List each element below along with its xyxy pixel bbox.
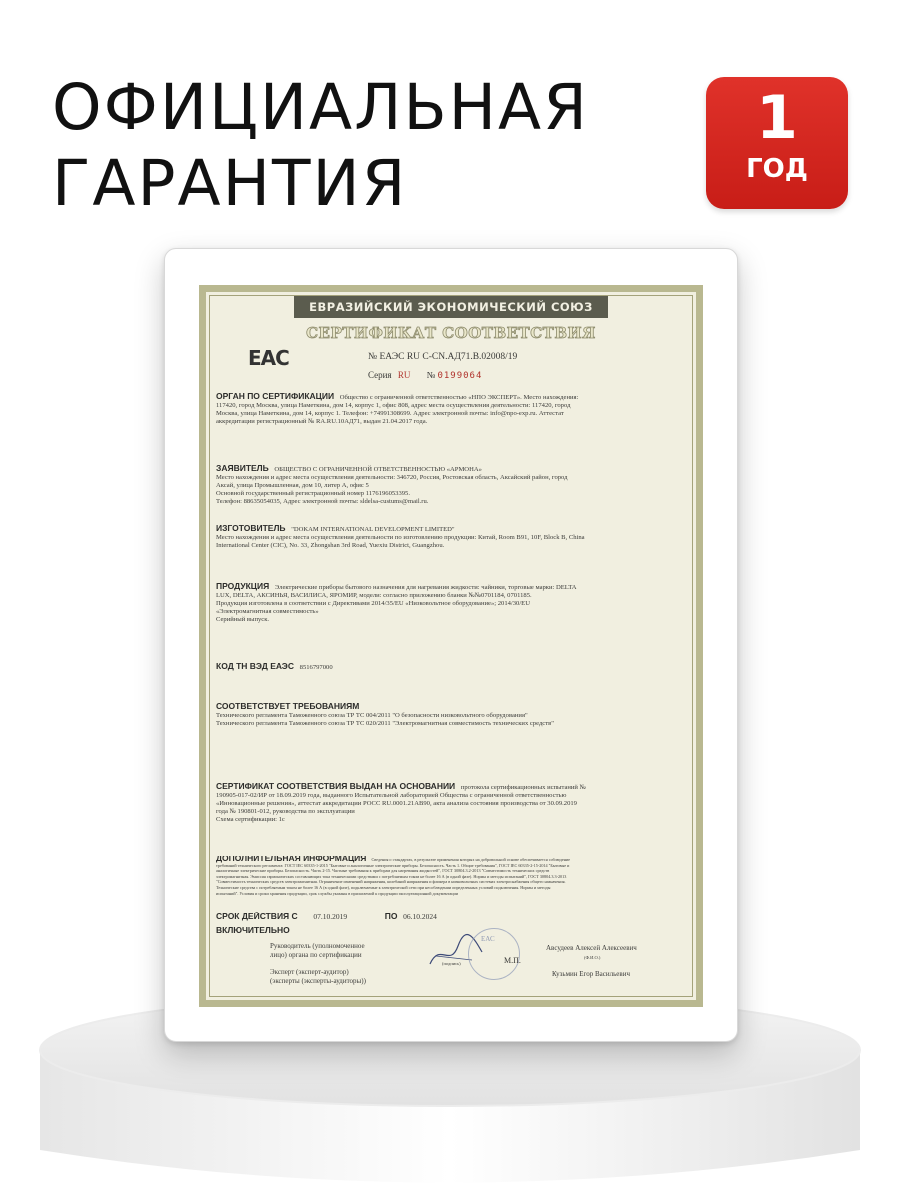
head-label-line-1: Руководитель (уполномоченное	[270, 942, 365, 950]
manufacturer-line-1: "DOKAM INTERNATIONAL DEVELOPMENT LIMITED"	[291, 526, 455, 533]
basis-heading: СЕРТИФИКАТ СООТВЕТСТВИЯ ВЫДАН НА ОСНОВАНИИ	[216, 782, 456, 791]
product-line-2: LUX, DELTA, АКСИНЬЯ, ВАСИЛИСА, ЯРОМИР, модели: согласно приложению бланки №№0701184, 0701185.	[216, 592, 532, 599]
code-value: 8516797000	[299, 664, 333, 671]
expert-name: Кузьмин Егор Васильевич	[552, 970, 630, 978]
section-applicant	[216, 464, 696, 506]
applicant-line-2: Место нахождения и адрес места осуществления деятельности: 346720, Россия, Ростовская область, Аксайский район, город	[216, 474, 568, 481]
additional-line-4: электромагнитная. Эмиссия гармонических составляющих тока техническими средствами с потребляемым током не более 16 А (в одной фазе). Нормы и методы испытаний", ГОСТ 30804.3.3-2013	[216, 873, 567, 879]
warranty-badge	[706, 77, 848, 209]
product-line-5: Серийный выпуск.	[216, 616, 270, 623]
certificate-banner: ЕВРАЗИЙСКИЙ ЭКОНОМИЧЕСКИЙ СОЮЗ	[294, 296, 608, 318]
section-manufacturer	[216, 524, 696, 550]
basis-line-4: года № 190801-012, руководства по эксплуатации	[216, 808, 355, 815]
basis-line-5: Схема сертификации: 1с	[216, 816, 285, 823]
organ-heading: ОРГАН ПО СЕРТИФИКАЦИИ	[216, 392, 335, 401]
additional-line-1: Сведения о стандартах, в результате применения которых на добровольной основе обеспечивается соблюдение	[371, 857, 571, 862]
additional-line-6: Технические средства с потребляемым током не более 16 А (в одной фазе), подключаемые к электрической сети при несоблюдении определенных условий подключения. Нормы и методы	[216, 884, 551, 890]
number-label: №	[426, 370, 436, 380]
product-heading: ПРОДУКЦИЯ	[216, 582, 270, 591]
product-line-3: Продукция изготовлена в соответствии с Директивами 2014/35/EU «Низковольтное оборудование»; 2014/30/EU	[216, 600, 530, 607]
serial-number: 0199064	[437, 371, 483, 381]
product-line-4: «Электромагнитная совместимость»	[216, 608, 319, 615]
series-label: Серия	[368, 370, 392, 380]
headline-line-2: ГАРАНТИЯ	[52, 147, 408, 220]
applicant-line-3: Аксай, улица Промышленная, дом 10, литер А, офис 5	[216, 482, 369, 489]
validity-to: 06.10.2024	[403, 912, 437, 921]
applicant-line-1: ОБЩЕСТВО С ОГРАНИЧЕННОЙ ОТВЕТСТВЕННОСТЬЮ «АРМОНА»	[274, 466, 482, 473]
additional-heading: ДОПОЛНИТЕЛЬНАЯ ИНФОРМАЦИЯ	[216, 856, 367, 863]
manufacturer-heading: ИЗГОТОВИТЕЛЬ	[216, 524, 286, 533]
basis-line-3: «Инновационные решения», аттестат аккредитации РОСС RU.0001.21АВ90, акта анализа состояния производства от 30.09.2019	[216, 800, 577, 807]
certificate-title: СЕРТИФИКАТ СООТВЕТСТВИЯ	[306, 324, 596, 342]
manufacturer-line-3: International Center (CIC), No. 33, Zhongshan 3rd Road, Yuexiu District, Guangzhou.	[216, 542, 445, 549]
validity-inclusive: ВКЛЮЧИТЕЛЬНО	[216, 925, 290, 934]
eac-mark-icon: EAC	[248, 346, 289, 370]
additional-line-5: "Совместимость технических средств электромагнитная. Ограничение изменений напряжения, колебаний напряжения и фликера в низковольтных системах электроснабжения общего назначения.	[216, 879, 566, 885]
section-code	[216, 662, 696, 672]
certificate-document	[199, 285, 703, 1007]
stamp-icon	[468, 928, 520, 980]
certificate-series	[368, 370, 482, 381]
validity-to-label: ПО	[384, 912, 398, 921]
section-validity	[216, 912, 696, 934]
stamp-label: М.П.	[504, 956, 521, 965]
requirements-line-1: Технического регламента Таможенного союза ТР ТС 004/2011 "О безопасности низковольтного оборудования"	[216, 712, 528, 719]
validity-heading: СРОК ДЕЙСТВИЯ С	[216, 912, 298, 921]
head-signature-label	[270, 942, 365, 960]
section-product	[216, 582, 696, 624]
applicant-heading: ЗАЯВИТЕЛЬ	[216, 464, 269, 473]
requirements-line-2: Технического регламента Таможенного союза ТР ТС 020/2011 "Электромагнитная совместимость технических средств"	[216, 720, 554, 727]
manufacturer-line-2: Место нахождения и адрес места осуществления деятельности по изготовлению продукции: Китай, Room B91, 10F, Block B, China	[216, 534, 585, 541]
applicant-line-4: Основной государственный регистрационный номер 1176196053395.	[216, 490, 410, 497]
headline-line-1: ОФИЦИАЛЬНАЯ	[52, 71, 589, 144]
basis-line-1: протокола сертификационных испытаний №	[460, 784, 586, 791]
additional-line-3: аналогичные электрические приборы. Безопасность. Часть 2-15. Частные требования к приборам для нагревания жидкостей", ГОСТ 30804.3.2-2013 "Совместимость технических средств	[216, 868, 550, 874]
section-additional	[216, 856, 696, 896]
head-label-line-2: лицо) органа по сертификации	[270, 951, 362, 959]
organ-line-4: аккредитации регистрационный № RA.RU.10АД71, выдан 21.04.2017 года.	[216, 418, 428, 425]
section-basis	[216, 782, 696, 824]
basis-line-2: 190905-017-02/ИР от 18.09.2019 года, выданного Испытательной лабораторией Общества с ограниченной ответственностью	[216, 792, 567, 799]
certificate-frame	[164, 248, 738, 1042]
product-line-1: Электрические приборы бытового назначения для нагревания жидкости: чайники, торговые марки: DELTA	[274, 584, 577, 591]
additional-line-2: требований технического регламента: ГОСТ IEC 60335-1-2015 "Бытовые и аналогичные электрические приборы. Безопасность. Часть 1. Общие требования", ГОСТ IEC 60335-2-15-2014 "Бытовые и	[216, 862, 570, 868]
organ-line-2: 117420, город Москва, улица Наметкина, дом 14, корпус 1, офис 808, адрес места осуществления деятельности: 117420, город	[216, 402, 571, 409]
applicant-line-5: Телефон: 88635054035, Адрес электронной почты: sldelsa-custums@mail.ru.	[216, 498, 429, 505]
section-requirements	[216, 702, 696, 728]
stamp-text: ЕАС	[481, 935, 495, 943]
page-headline	[52, 70, 589, 222]
additional-line-7: испытаний". Условия и сроки хранения продукции, срок службы указаны в прилагаемой к продукции эксплуатационной документации	[216, 890, 459, 896]
certificate-number: № ЕАЭС RU C-CN.АД71.В.02008/19	[368, 352, 518, 362]
series-value: RU	[397, 370, 411, 380]
head-name: Авсудеев Алексей Алексеевич	[546, 944, 637, 952]
code-heading: КОД ТН ВЭД ЕАЭС	[216, 662, 294, 671]
section-organ	[216, 392, 696, 426]
organ-line-3: Москва, улица Наметкина, дом 14, корпус 1. Телефон: +74991308699. Адрес электронной почты: info@npo-exp.ru. Аттестат	[216, 410, 564, 417]
expert-label-line-2: (эксперты (эксперты-аудиторы))	[270, 977, 366, 985]
fio-caption: (Ф.И.О.)	[584, 955, 601, 960]
requirements-heading: СООТВЕТСТВУЕТ ТРЕБОВАНИЯМ	[216, 702, 360, 711]
organ-line-1: Общество с ограниченной ответственностью «НПО ЭКСПЕРТ». Место нахождения:	[339, 394, 579, 401]
warranty-years: 1	[756, 83, 798, 153]
sign-caption: (подпись)	[442, 961, 461, 966]
validity-from: 07.10.2019	[313, 912, 348, 921]
warranty-unit: ГОД	[746, 154, 808, 184]
expert-signature-label	[270, 968, 366, 986]
expert-label-line-1: Эксперт (эксперт-аудитор)	[270, 968, 349, 976]
